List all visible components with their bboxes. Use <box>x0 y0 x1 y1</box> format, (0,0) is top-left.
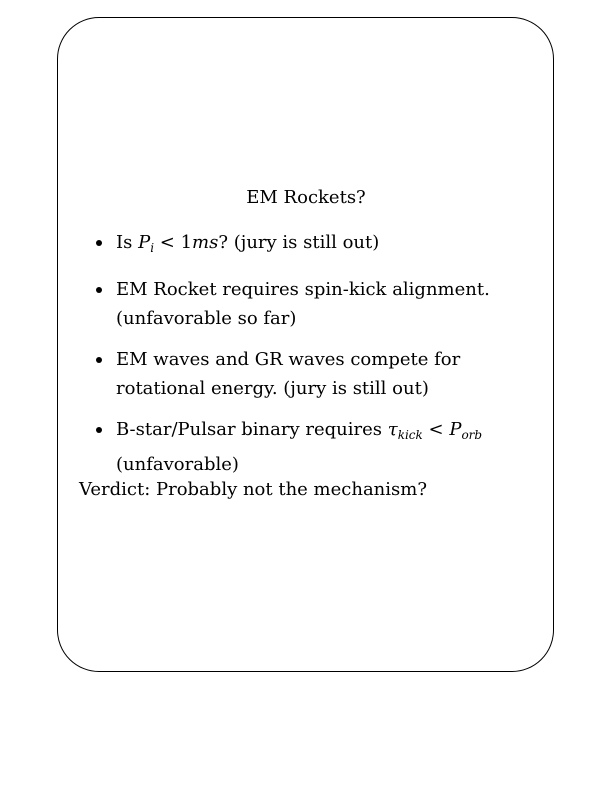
bullet-text: rotational energy. (jury is still out) <box>116 378 429 399</box>
bullet-item-em-gr-waves <box>96 345 536 403</box>
math-unit: ms <box>192 232 219 253</box>
bullet-item-spin-kick <box>96 275 536 333</box>
bullet-item-binary <box>96 415 536 479</box>
slide-title: EM Rockets? <box>246 187 366 208</box>
math-variable: P <box>138 232 151 253</box>
bullet-text: (unfavorable) <box>116 454 239 475</box>
math-relation: < 1 <box>154 232 193 253</box>
bullet-list <box>96 228 536 479</box>
math-variable: τ <box>387 419 398 440</box>
verdict-text: Verdict: Probably not the mechanism? <box>79 479 427 500</box>
math-subscript: kick <box>397 428 423 442</box>
bullet-text: Is <box>116 232 139 253</box>
bullet-dot-icon <box>96 287 102 293</box>
math-subscript: orb <box>461 428 483 442</box>
math-subscript: i <box>150 241 155 255</box>
bullet-text: EM Rocket requires spin-kick alignment. <box>116 279 490 300</box>
bullet-text: (unfavorable so far) <box>116 308 297 329</box>
bullet-text: EM waves and GR waves compete for <box>116 349 461 370</box>
bullet-text: ? (jury is still out) <box>218 232 380 253</box>
math-variable: P <box>449 419 462 440</box>
bullet-item-spin-period <box>96 228 536 263</box>
bullet-dot-icon <box>96 357 102 363</box>
bullet-dot-icon <box>96 427 102 433</box>
bullet-text: B-star/Pulsar binary requires <box>116 419 388 440</box>
math-relation: < <box>422 419 450 440</box>
bullet-dot-icon <box>96 240 102 246</box>
